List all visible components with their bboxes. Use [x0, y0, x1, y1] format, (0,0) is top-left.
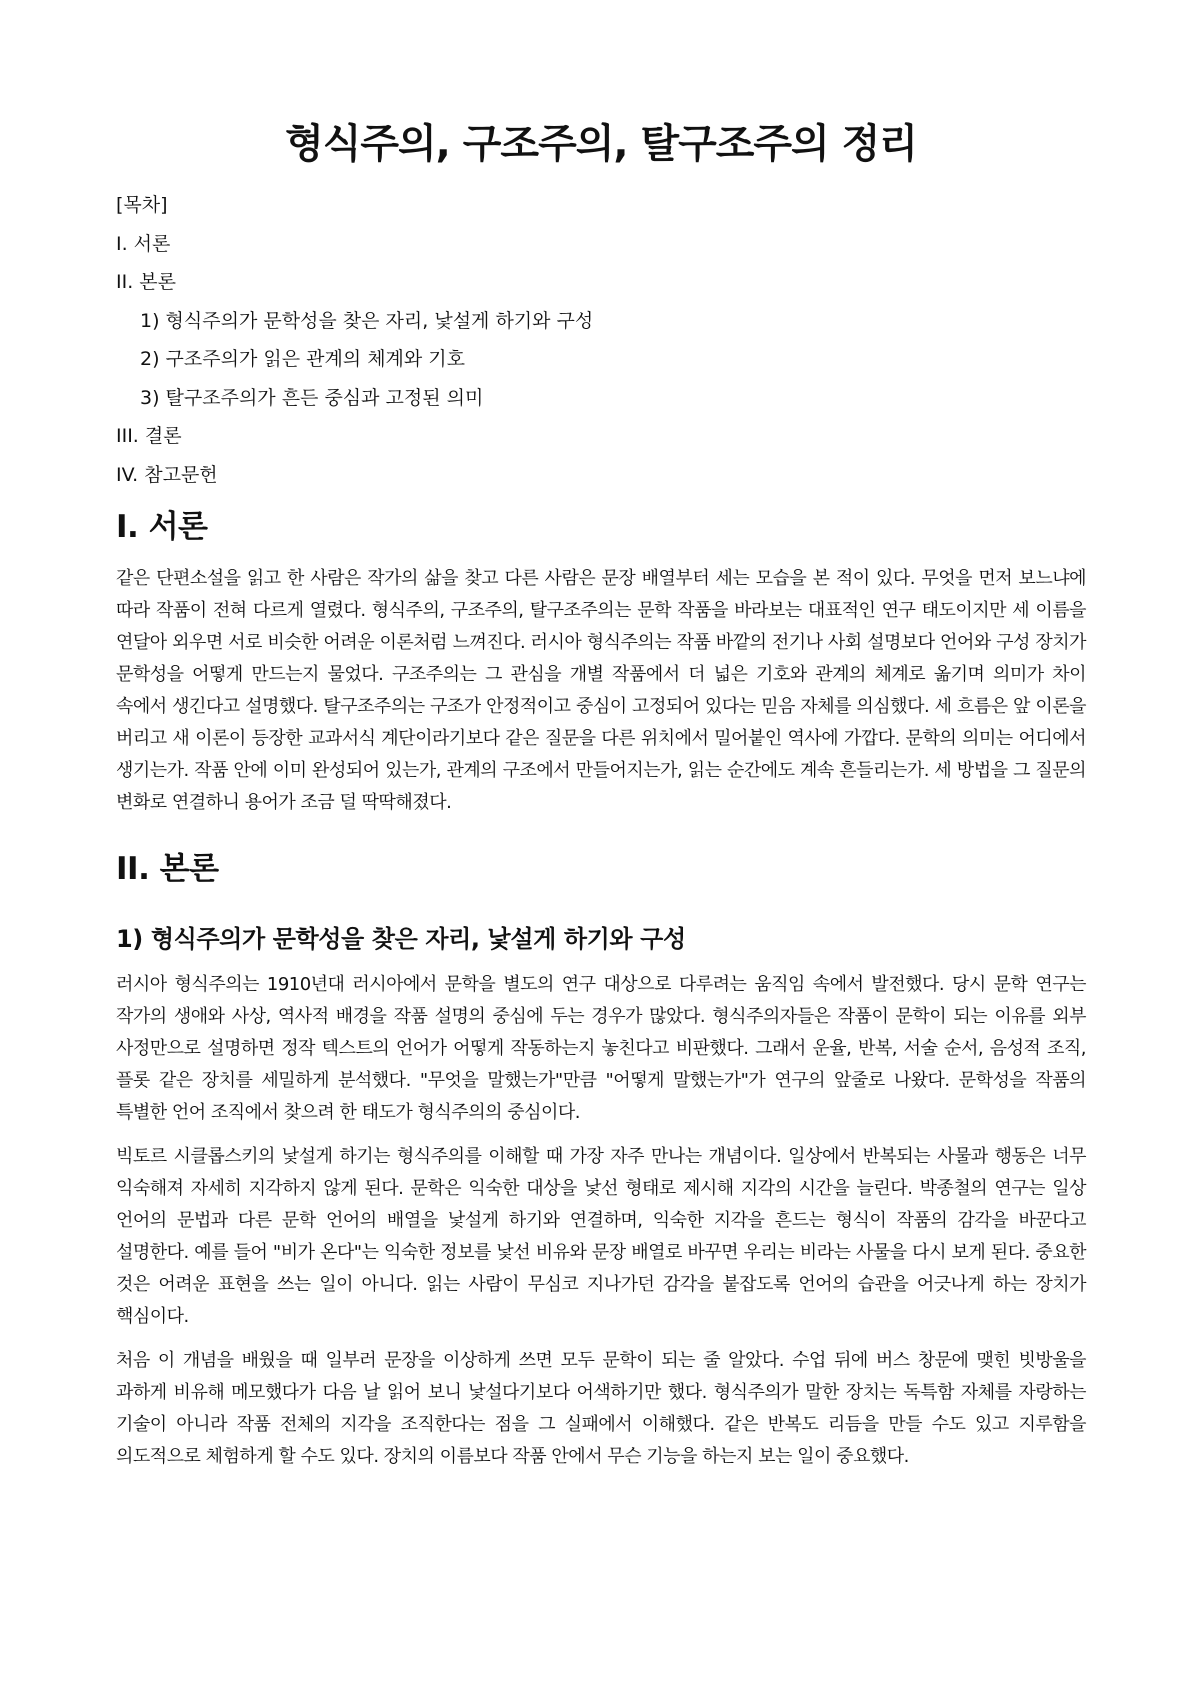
subsection-heading-formalism: 1) 형식주의가 문학성을 찾은 자리, 낯설게 하기와 구성	[116, 924, 686, 953]
subsection-formalism	[116, 923, 1086, 1473]
section-introduction	[116, 507, 1086, 819]
toc-item-body: II. 본론	[116, 271, 176, 293]
table-of-contents	[116, 192, 1086, 489]
section-heading-body: II. 본론	[116, 850, 219, 887]
body-paragraph: 처음 이 개념을 배웠을 때 일부러 문장을 이상하게 쓰면 모두 문학이 되는 줄 알았다. 수업 뒤에 버스 창문에 맺힌 빗방울을 과하게 비유해 메모했다가 다음 날 읽어 보니 낯설다기보다 어색하기만 했다. 형식주의가 말한 장치는 독특함 자체를 자랑하는 기술이 아니라 작품 전체의 지각을 조직한다는 점을 그 실패에서 이해했다. 같은 반복도 리듬을 만들 수도 있고 지루함을 의도적으로 체험하게 할 수도 있다. 장치의 이름보다 작품 안에서 무슨 기능을 하는지 보는 일이 중요했다.	[116, 1349, 1086, 1467]
toc-item-introduction: I. 서론	[116, 232, 171, 255]
section-body	[116, 849, 1086, 1473]
toc-item-conclusion: III. 결론	[116, 425, 182, 447]
toc-label: [목차]	[116, 194, 168, 216]
section-heading-introduction: I. 서론	[116, 508, 208, 545]
toc-item-references: IV. 참고문헌	[116, 463, 218, 486]
toc-item-poststructuralism: 3) 탈구조주의가 흔든 중심과 고정된 의미	[140, 386, 484, 409]
introduction-paragraph: 같은 단편소설을 읽고 한 사람은 작가의 삶을 찾고 다른 사람은 문장 배열부터 세는 모습을 본 적이 있다. 무엇을 먼저 보느냐에 따라 작품이 전혀 다르게 열렸다. 형식주의, 구조주의, 탈구조주의는 문학 작품을 바라보는 대표적인 연구 태도이지만 세 이름을 연달아 외우면 서로 비슷한 어려운 이론처럼 느껴진다. 러시아 형식주의는 작품 바깥의 전기나 사회 설명보다 언어와 구성 장치가 문학성을 어떻게 만드는지 물었다. 구조주의는 그 관심을 개별 작품에서 더 넓은 기호와 관계의 체계로 옮기며 의미가 차이 속에서 생긴다고 설명했다. 탈구조주의는 구조가 안정적이고 중심이 고정되어 있다는 믿음 자체를 의심했다. 세 흐름은 앞 이론을 버리고 새 이론이 등장한 교과서식 계단이라기보다 같은 질문을 다른 위치에서 밀어붙인 역사에 가깝다. 문학의 의미는 어디에서 생기는가. 작품 안에 이미 완성되어 있는가, 관계의 구조에서 만들어지는가, 읽는 순간에도 계속 흔들리는가. 세 방법을 그 질문의 변화로 연결하니 용어가 조금 덜 딱딱해졌다.	[116, 567, 1086, 813]
document-title: 형식주의, 구조주의, 탈구조주의 정리	[285, 121, 917, 167]
toc-item-formalism: 1) 형식주의가 문학성을 찾은 자리, 낯설게 하기와 구성	[140, 309, 594, 332]
body-paragraph: 빅토르 시클롭스키의 낯설게 하기는 형식주의를 이해할 때 가장 자주 만나는 개념이다. 일상에서 반복되는 사물과 행동은 너무 익숙해져 자세히 지각하지 않게 된다. 문학은 익숙한 대상을 낯선 형태로 제시해 지각의 시간을 늘린다. 박종철의 연구는 일상 언어의 문법과 다른 문학 언어의 배열을 낯설게 하기와 연결하며, 익숙한 지각을 흔드는 형식이 작품의 감각을 바꾼다고 설명한다. 예를 들어 "비가 온다"는 익숙한 정보를 낯선 비유와 문장 배열로 바꾸면 우리는 비라는 사물을 다시 보게 된다. 중요한 것은 어려운 표현을 쓰는 일이 아니다. 읽는 사람이 무심코 지나가던 감각을 붙잡도록 언어의 습관을 어긋나게 하는 장치가 핵심이다.	[116, 1145, 1086, 1327]
body-paragraph: 러시아 형식주의는 1910년대 러시아에서 문학을 별도의 연구 대상으로 다루려는 움직임 속에서 발전했다. 당시 문학 연구는 작가의 생애와 사상, 역사적 배경을 작품 설명의 중심에 두는 경우가 많았다. 형식주의자들은 작품이 문학이 되는 이유를 외부 사정만으로 설명하면 정작 텍스트의 언어가 어떻게 작동하는지 놓친다고 비판했다. 그래서 운율, 반복, 서술 순서, 음성적 조직, 플롯 같은 장치를 세밀하게 분석했다. "무엇을 말했는가"만큼 "어떻게 말했는가"가 연구의 앞줄로 나왔다. 문학성을 작품의 특별한 언어 조직에서 찾으려 한 태도가 형식주의의 중심이다.	[116, 973, 1086, 1123]
toc-item-structuralism: 2) 구조주의가 읽은 관계의 체계와 기호	[140, 348, 466, 370]
document-page	[116, 0, 1086, 1485]
